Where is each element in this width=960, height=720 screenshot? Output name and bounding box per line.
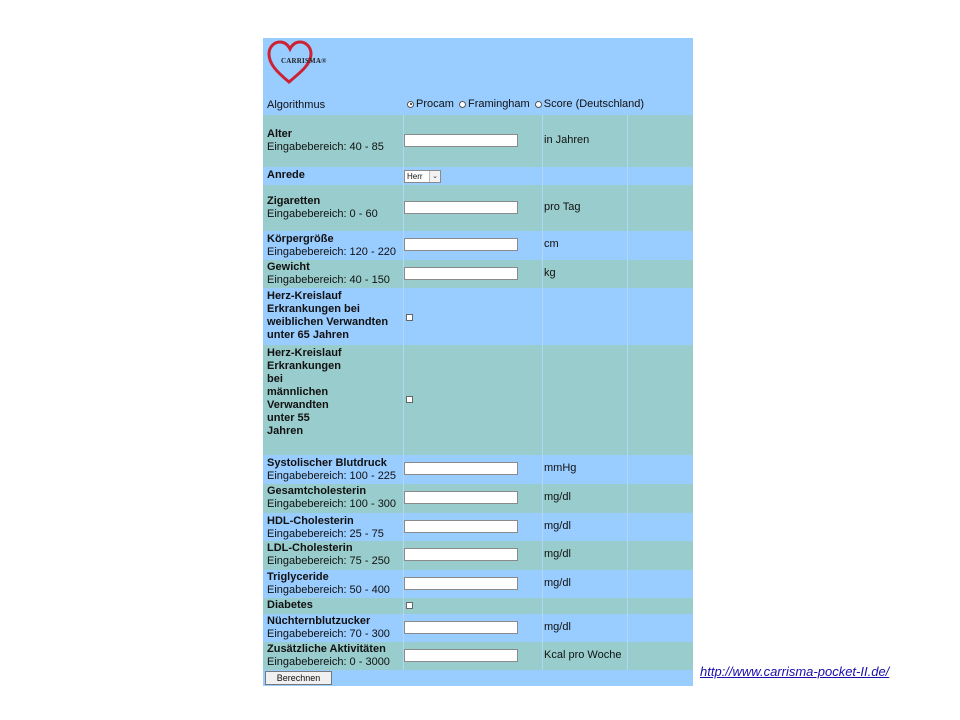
row-triglyceride <box>263 570 693 598</box>
field-range: Eingabebereich: 100 - 225 <box>267 470 397 482</box>
field-unit: mg/dl <box>544 520 571 532</box>
field-unit: Kcal pro Woche <box>544 649 622 661</box>
row-koerpergroesse <box>263 231 693 260</box>
field-unit: mg/dl <box>544 548 571 560</box>
hk-weiblich-checkbox[interactable] <box>406 314 413 321</box>
field-title: Gesamtcholesterin <box>267 485 367 497</box>
hk-maennlich-checkbox[interactable] <box>406 396 413 403</box>
select-value: Herr <box>407 172 423 181</box>
field-range: Eingabebereich: 100 - 300 <box>267 498 397 510</box>
field-title: Zigaretten <box>267 195 321 207</box>
row-aktivitaeten <box>263 642 693 670</box>
row-ldl <box>263 541 693 570</box>
logo-text: CARRISMA® <box>281 57 327 65</box>
nuechternblutzucker-input[interactable] <box>404 621 518 634</box>
field-unit: mg/dl <box>544 577 571 589</box>
row-gesamtcholesterin <box>263 484 693 513</box>
chevron-down-icon[interactable]: ⌄ <box>429 171 440 182</box>
gewicht-input[interactable] <box>404 267 518 280</box>
anrede-select[interactable] <box>404 170 441 183</box>
row-hk-maennlich <box>263 345 693 455</box>
field-title: Systolischer Blutdruck <box>267 457 387 469</box>
form-panel <box>263 38 693 686</box>
field-range: Eingabebereich: 40 - 85 <box>267 141 384 153</box>
hdl-input[interactable] <box>404 520 518 533</box>
row-diabetes <box>263 598 693 614</box>
field-unit: in Jahren <box>544 134 590 146</box>
field-title: Alter <box>267 128 293 140</box>
row-hk-weiblich <box>263 288 693 345</box>
row-anrede <box>263 167 693 185</box>
ldl-input[interactable] <box>404 548 518 561</box>
field-unit: kg <box>544 267 556 279</box>
diabetes-checkbox[interactable] <box>406 602 413 609</box>
berechnen-button[interactable]: Berechnen <box>265 671 332 685</box>
radio-procam[interactable] <box>407 98 454 110</box>
row-alter <box>263 115 693 167</box>
row-zigaretten <box>263 185 693 231</box>
field-range: Eingabebereich: 75 - 250 <box>267 555 390 567</box>
carrisma-logo <box>267 40 327 86</box>
gesamtcholesterin-input[interactable] <box>404 491 518 504</box>
radio-framingham[interactable] <box>459 98 530 110</box>
row-nuechternblutzucker <box>263 614 693 642</box>
row-gewicht <box>263 260 693 288</box>
field-title: Herz-Kreislauf Erkrankungen bei männlichen Verwandten unter 55 Jahren <box>267 347 342 437</box>
field-title: Zusätzliche Aktivitäten <box>267 643 386 655</box>
website-link[interactable]: http://www.carrisma-pocket-II.de/ <box>700 664 890 679</box>
field-unit: mg/dl <box>544 491 571 503</box>
aktivitaeten-input[interactable] <box>404 649 518 662</box>
radio-label: Framingham <box>467 98 530 110</box>
radio-label: Score (Deutschland) <box>543 98 645 110</box>
field-title: Nüchternblutzucker <box>267 615 371 627</box>
field-title: Triglyceride <box>267 571 329 583</box>
field-unit: cm <box>544 238 559 250</box>
algorithm-options <box>407 98 646 111</box>
field-unit: mmHg <box>544 462 577 474</box>
field-range: Eingabebereich: 25 - 75 <box>267 528 384 540</box>
algorithm-label: Algorithmus <box>267 99 326 111</box>
row-hdl <box>263 513 693 541</box>
field-title: Gewicht <box>267 261 310 273</box>
field-range: Eingabebereich: 0 - 60 <box>267 208 378 220</box>
field-unit: pro Tag <box>544 201 581 213</box>
field-title: Anrede <box>267 169 305 181</box>
field-range: Eingabebereich: 120 - 220 <box>267 246 397 258</box>
radio-label: Procam <box>416 98 454 110</box>
radio-button-icon[interactable] <box>407 101 414 108</box>
radio-score[interactable] <box>535 98 644 110</box>
triglyceride-input[interactable] <box>404 577 518 590</box>
field-range: Eingabebereich: 50 - 400 <box>267 584 390 596</box>
field-title: Diabetes <box>267 599 313 611</box>
blutdruck-input[interactable] <box>404 462 518 475</box>
field-title: LDL-Cholesterin <box>267 542 353 554</box>
koerpergroesse-input[interactable] <box>404 238 518 251</box>
field-title: Herz-Kreislauf Erkrankungen bei weiblichen Verwandten unter 65 Jahren <box>267 290 389 341</box>
alter-input[interactable] <box>404 134 518 147</box>
radio-button-icon[interactable] <box>459 101 466 108</box>
field-title: Körpergröße <box>267 233 334 245</box>
zigaretten-input[interactable] <box>404 201 518 214</box>
field-range: Eingabebereich: 70 - 300 <box>267 628 390 640</box>
row-blutdruck <box>263 455 693 484</box>
field-unit: mg/dl <box>544 621 571 633</box>
field-range: Eingabebereich: 0 - 3000 <box>267 656 390 668</box>
field-title: HDL-Cholesterin <box>267 515 354 527</box>
field-range: Eingabebereich: 40 - 150 <box>267 274 390 286</box>
radio-button-icon[interactable] <box>535 101 542 108</box>
